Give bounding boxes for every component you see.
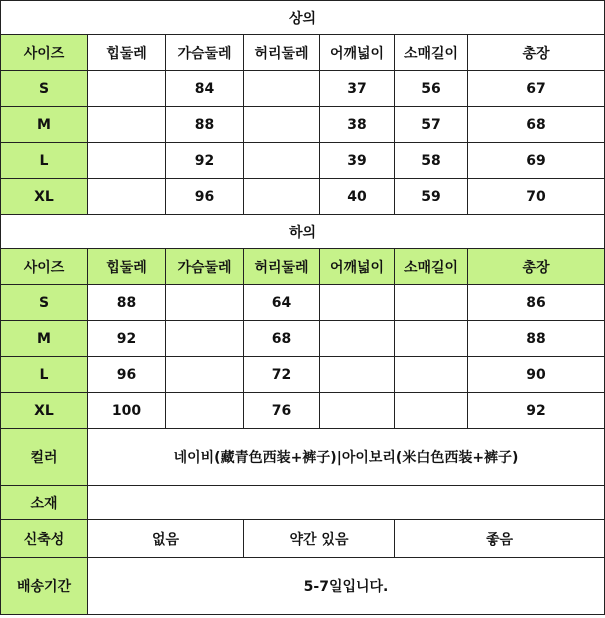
waist-cell [244, 179, 320, 215]
table-row [1, 107, 605, 143]
length-cell: 90 [468, 357, 605, 393]
chest-cell: 88 [166, 107, 244, 143]
bottom-title-row [1, 215, 605, 249]
size-cell: XL [1, 393, 88, 429]
color-value: 네이비(藏青色西装+裤子)|아이보리(米白色西装+裤子) [88, 429, 605, 486]
size-cell: XL [1, 179, 88, 215]
shipping-value: 5-7일입니다. [88, 558, 605, 615]
table-row [1, 71, 605, 107]
bottom-header-hip: 힙둘레 [88, 249, 166, 285]
hip-cell [88, 143, 166, 179]
bottom-header-length: 총장 [468, 249, 605, 285]
top-header-shoulder: 어깨넓이 [320, 35, 395, 71]
bottom-header-row [1, 249, 605, 285]
stretch-row [1, 520, 605, 558]
length-cell: 86 [468, 285, 605, 321]
chest-cell: 84 [166, 71, 244, 107]
top-header-chest: 가슴둘레 [166, 35, 244, 71]
shoulder-cell [320, 357, 395, 393]
bottom-header-sleeve: 소매길이 [395, 249, 468, 285]
top-header-hip: 힙둘레 [88, 35, 166, 71]
chest-cell [166, 285, 244, 321]
sleeve-cell: 56 [395, 71, 468, 107]
hip-cell: 92 [88, 321, 166, 357]
material-row [1, 486, 605, 520]
chest-cell: 96 [166, 179, 244, 215]
sleeve-cell: 59 [395, 179, 468, 215]
length-cell: 88 [468, 321, 605, 357]
sleeve-cell: 58 [395, 143, 468, 179]
length-cell: 67 [468, 71, 605, 107]
top-header-length: 총장 [468, 35, 605, 71]
color-row [1, 429, 605, 486]
sleeve-cell: 57 [395, 107, 468, 143]
length-cell: 92 [468, 393, 605, 429]
color-label: 컬러 [1, 429, 88, 486]
shoulder-cell: 40 [320, 179, 395, 215]
stretch-option-good: 좋음 [395, 520, 605, 558]
bottom-section-title: 하의 [1, 215, 605, 249]
shoulder-cell: 39 [320, 143, 395, 179]
table-row [1, 357, 605, 393]
bottom-header-chest: 가슴둘레 [166, 249, 244, 285]
size-cell: S [1, 285, 88, 321]
top-header-row [1, 35, 605, 71]
hip-cell: 100 [88, 393, 166, 429]
shoulder-cell: 37 [320, 71, 395, 107]
hip-cell: 88 [88, 285, 166, 321]
size-cell: L [1, 357, 88, 393]
top-section-title: 상의 [1, 1, 605, 35]
hip-cell [88, 179, 166, 215]
hip-cell: 96 [88, 357, 166, 393]
sleeve-cell [395, 357, 468, 393]
shoulder-cell [320, 393, 395, 429]
chest-cell [166, 393, 244, 429]
waist-cell: 76 [244, 393, 320, 429]
table-row [1, 179, 605, 215]
top-header-sleeve: 소매길이 [395, 35, 468, 71]
stretch-label: 신축성 [1, 520, 88, 558]
shipping-label: 배송기간 [1, 558, 88, 615]
waist-cell: 72 [244, 357, 320, 393]
size-cell: M [1, 107, 88, 143]
shoulder-cell [320, 285, 395, 321]
waist-cell: 68 [244, 321, 320, 357]
waist-cell [244, 143, 320, 179]
table-row [1, 321, 605, 357]
bottom-header-waist: 허리둘레 [244, 249, 320, 285]
hip-cell [88, 71, 166, 107]
hip-cell [88, 107, 166, 143]
chest-cell [166, 357, 244, 393]
bottom-header-shoulder: 어깨넓이 [320, 249, 395, 285]
length-cell: 70 [468, 179, 605, 215]
bottom-header-size: 사이즈 [1, 249, 88, 285]
sleeve-cell [395, 285, 468, 321]
sleeve-cell [395, 393, 468, 429]
shoulder-cell: 38 [320, 107, 395, 143]
table-row [1, 285, 605, 321]
shipping-row [1, 558, 605, 615]
table-row [1, 393, 605, 429]
material-label: 소재 [1, 486, 88, 520]
chest-cell: 92 [166, 143, 244, 179]
stretch-option-none: 없음 [88, 520, 244, 558]
size-cell: L [1, 143, 88, 179]
stretch-option-some: 약간 있음 [244, 520, 395, 558]
shoulder-cell [320, 321, 395, 357]
length-cell: 69 [468, 143, 605, 179]
waist-cell [244, 107, 320, 143]
length-cell: 68 [468, 107, 605, 143]
chest-cell [166, 321, 244, 357]
top-title-row [1, 1, 605, 35]
material-value [88, 486, 605, 520]
size-cell: M [1, 321, 88, 357]
waist-cell: 64 [244, 285, 320, 321]
top-header-size: 사이즈 [1, 35, 88, 71]
size-cell: S [1, 71, 88, 107]
waist-cell [244, 71, 320, 107]
sleeve-cell [395, 321, 468, 357]
top-header-waist: 허리둘레 [244, 35, 320, 71]
table-row [1, 143, 605, 179]
